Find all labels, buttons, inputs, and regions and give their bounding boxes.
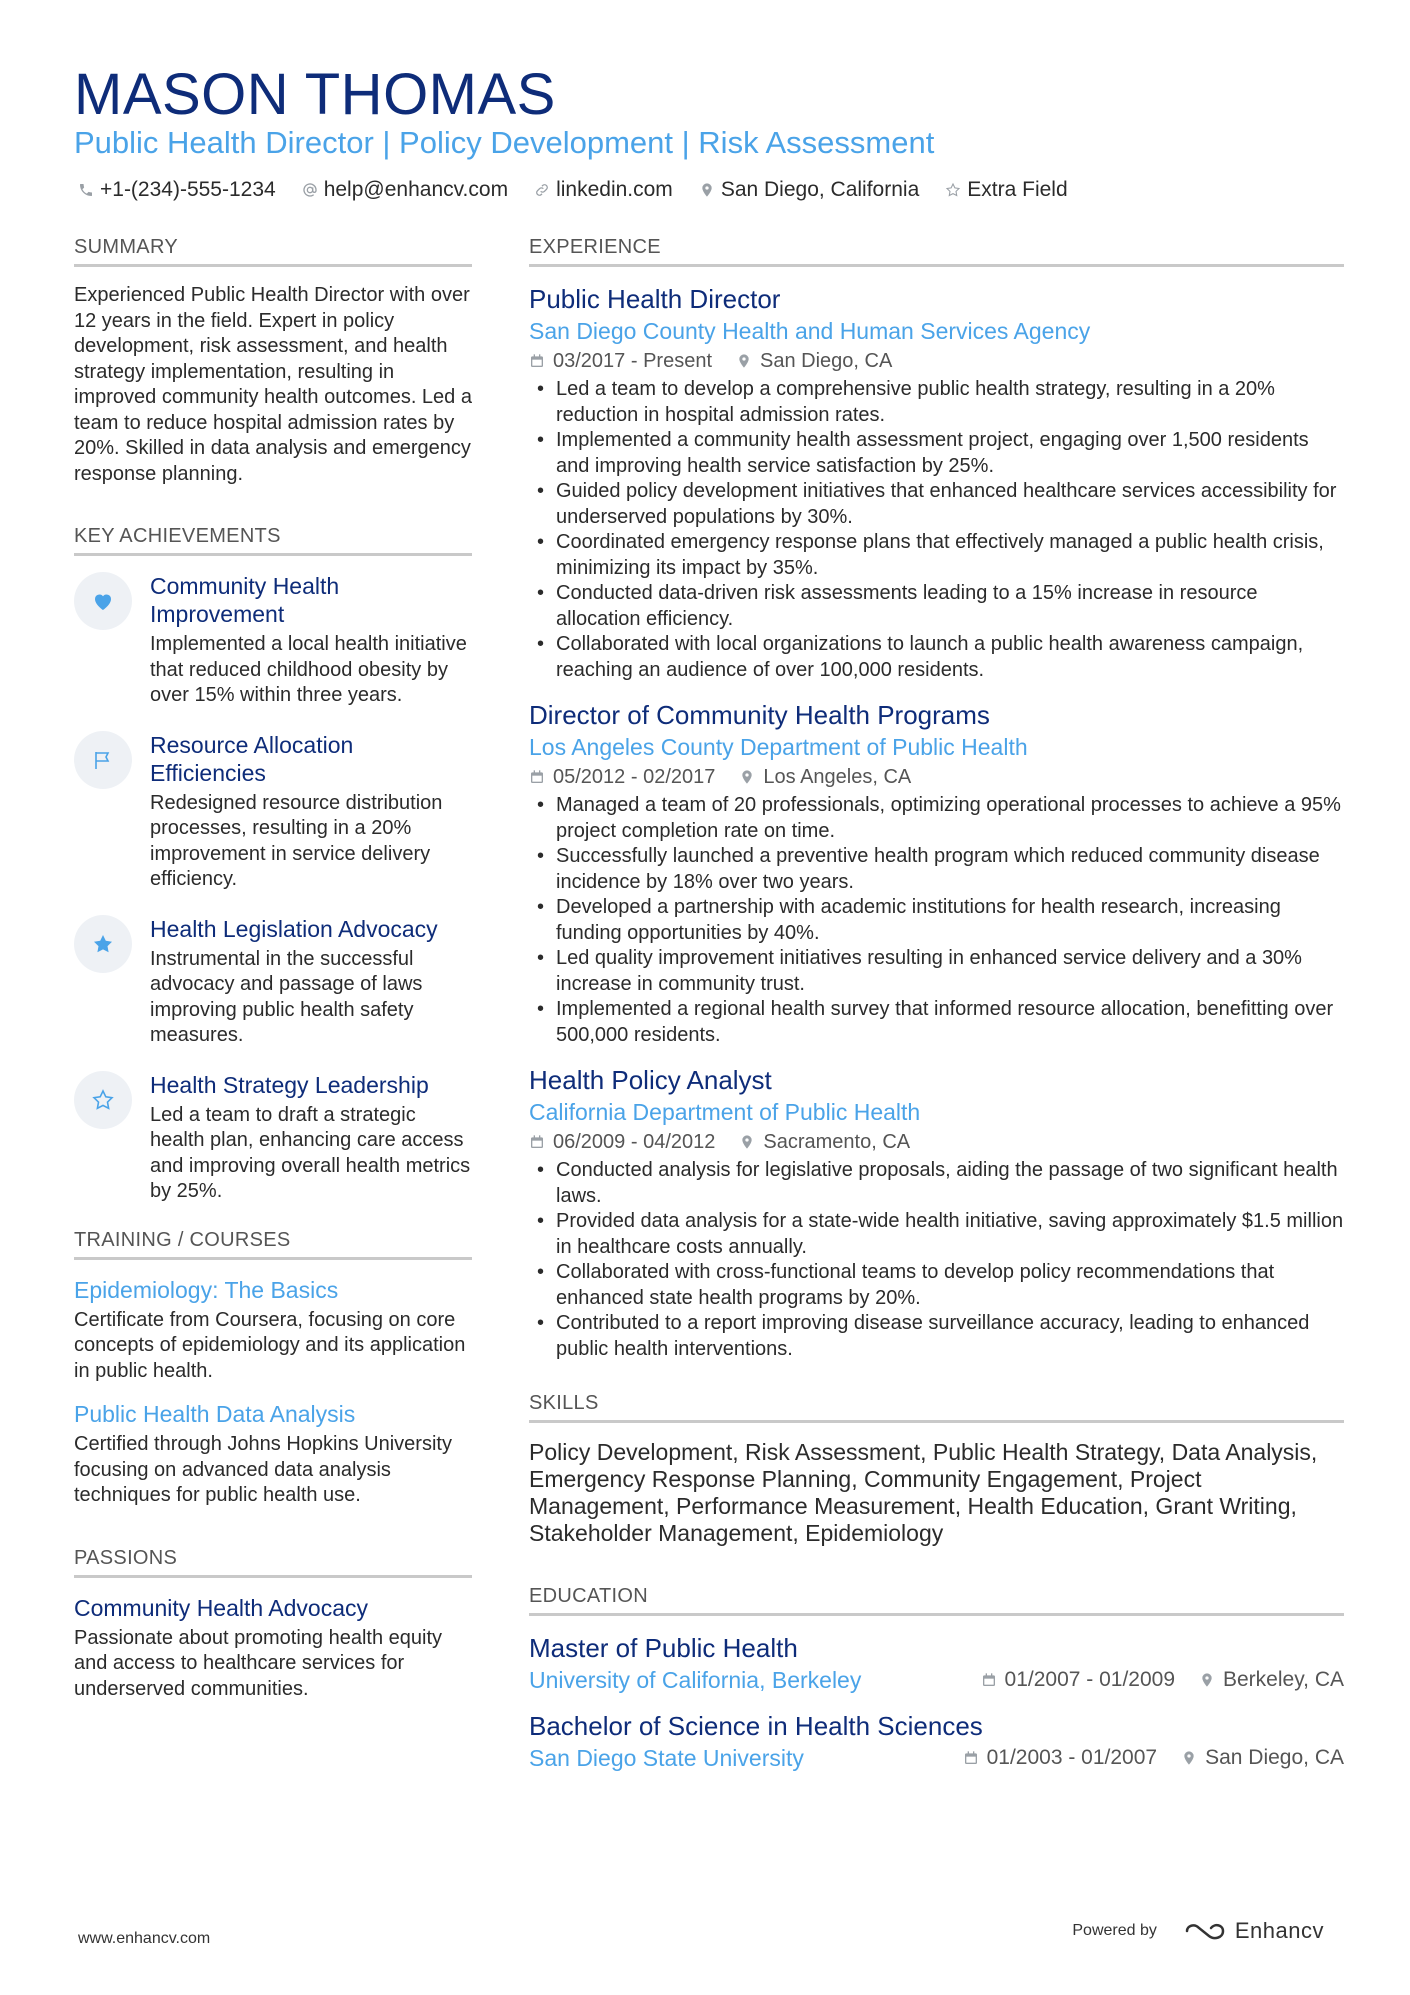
summary-title: SUMMARY: [74, 236, 472, 267]
contact-location: [699, 178, 919, 202]
powered-by-label: Powered by: [1072, 1922, 1157, 1939]
contact-phone[interactable]: [78, 178, 276, 202]
achievements-title: KEY ACHIEVEMENTS: [74, 525, 472, 556]
achievement-text: Redesigned resource distribution processes, resulting in a 20% improvement in service delivery efficiency.: [150, 791, 443, 890]
job-entry: [529, 699, 1344, 1048]
education-dates: 01/2007 - 01/2009: [1004, 1668, 1175, 1691]
calendar-icon: [981, 1672, 997, 1688]
contact-linkedin[interactable]: [534, 178, 673, 202]
left-column: [74, 236, 472, 1702]
summary-text: Experienced Public Health Director with over 12 years in the field. Expert in policy development, risk assessment, and health strategy implementation, resulting in improved community health outcomes. Led a team to reduce hospital admission rates by 20%. Skilled in data analysis and emergency response planning.: [74, 284, 472, 485]
education-meta: [981, 1666, 1344, 1694]
location-icon: [739, 769, 755, 785]
footer-branding[interactable]: [1072, 1918, 1324, 1944]
job-title: Health Policy Analyst: [529, 1065, 772, 1095]
course-title: Epidemiology: The Basics: [74, 1276, 339, 1303]
job-organization: California Department of Public Health: [529, 1099, 921, 1125]
flag-icon: [74, 731, 132, 789]
education-dates: 01/2003 - 01/2007: [986, 1746, 1158, 1769]
job-bullet: • Provided data analysis for a state-wide health initiative, saving approximately $1.5 million in healthcare costs annually.: [529, 1209, 1344, 1260]
passion-item: [74, 1594, 472, 1703]
achievement-title: Resource Allocation Efficiencies: [150, 731, 354, 786]
training-section: [74, 1229, 472, 1509]
achievement-item: [74, 1071, 472, 1205]
job-title: Director of Community Health Programs: [529, 700, 990, 730]
passions-section: [74, 1547, 472, 1703]
achievements-section: [74, 525, 472, 1205]
candidate-name: MASON THOMAS: [74, 62, 556, 127]
job-dates: 03/2017 - Present: [553, 350, 712, 372]
experience-title: EXPERIENCE: [529, 236, 1344, 267]
achievement-title: Health Strategy Leadership: [150, 1071, 429, 1098]
school: San Diego State University: [529, 1745, 804, 1771]
location-icon: [1181, 1750, 1197, 1766]
job-location: San Diego, CA: [760, 350, 893, 372]
footer-website[interactable]: www.enhancv.com: [78, 1930, 211, 1947]
course-text: Certificate from Coursera, focusing on core concepts of epidemiology and its application in public health.: [74, 1308, 466, 1382]
job-bullet: • Conducted data-driven risk assessments leading to a 15% increase in resource allocation efficiency.: [529, 581, 1344, 632]
job-bullet: • Contributed to a report improving disease surveillance accuracy, leading to enhanced public health interventions.: [529, 1311, 1344, 1362]
job-location: Sacramento, CA: [763, 1131, 911, 1153]
job-entry: [529, 283, 1344, 683]
passion-text: Passionate about promoting health equity and access to healthcare services for underserved communities.: [74, 1626, 443, 1700]
achievement-text: Led a team to draft a strategic health plan, enhancing care access and improving overall health metrics by 25%.: [150, 1103, 471, 1202]
summary-section: [74, 236, 472, 487]
education-entry: [529, 1632, 1344, 1696]
education-meta: [963, 1744, 1344, 1772]
job-meta: [529, 347, 1344, 375]
course-item: [74, 1276, 472, 1385]
extra-field-text: Extra Field: [967, 178, 1068, 201]
enhancv-logo-icon: [1183, 1918, 1229, 1944]
education-title: EDUCATION: [529, 1585, 1344, 1616]
job-organization: San Diego County Health and Human Services Agency: [529, 318, 1091, 344]
achievement-text: Implemented a local health initiative that reduced childhood obesity by over 15% within three years.: [150, 633, 467, 706]
job-bullet: • Collaborated with local organizations to launch a public health awareness campaign, reaching an audience of over 100,000 residents.: [529, 632, 1344, 683]
job-bullet: • Implemented a regional health survey that informed resource allocation, benefitting over 500,000 residents.: [529, 997, 1344, 1048]
job-bullet: • Collaborated with cross-functional teams to develop policy recommendations that enhanced state health programs by 20%.: [529, 1260, 1344, 1311]
location-icon: [739, 1134, 755, 1150]
job-bullets: [529, 1158, 1344, 1362]
education-location: Berkeley, CA: [1223, 1668, 1344, 1691]
job-bullet: • Led a team to develop a comprehensive public health strategy, resulting in a 20% reduction in hospital admission rates.: [529, 377, 1344, 428]
contact-bar: [78, 178, 1094, 202]
skills-title: SKILLS: [529, 1392, 1344, 1423]
job-bullet: • Coordinated emergency response plans that effectively managed a public health crisis, minimizing its impact by 35%.: [529, 530, 1344, 581]
phone-text: +1-(234)-555-1234: [100, 178, 276, 201]
job-bullets: [529, 793, 1344, 1048]
experience-section: [529, 236, 1344, 1362]
star-icon: [74, 915, 132, 973]
job-meta: [529, 1128, 1344, 1156]
at-icon: [302, 182, 318, 198]
job-bullet: • Led quality improvement initiatives resulting in enhanced service delivery and a 30% increase in community trust.: [529, 946, 1344, 997]
headline: Public Health Director | Policy Development | Risk Assessment: [74, 125, 935, 160]
heart-icon: [74, 572, 132, 630]
link-icon: [534, 182, 550, 198]
training-title: TRAINING / COURSES: [74, 1229, 472, 1260]
linkedin-text: linkedin.com: [556, 178, 673, 201]
course-text: Certified through Johns Hopkins University focusing on advanced data analysis techniques for public health use.: [74, 1433, 452, 1506]
calendar-icon: [529, 769, 545, 785]
job-bullet: • Successfully launched a preventive health program which reduced community disease incidence by 18% over two years.: [529, 844, 1344, 895]
achievement-item: [74, 915, 472, 1049]
job-title: Public Health Director: [529, 284, 781, 314]
degree: Bachelor of Science in Health Sciences: [529, 1711, 983, 1741]
achievement-title: Community Health Improvement: [150, 573, 340, 627]
education-location: San Diego, CA: [1205, 1746, 1344, 1769]
star-icon: [945, 182, 961, 198]
job-meta: [529, 763, 1344, 791]
job-bullet: • Conducted analysis for legislative proposals, aiding the passage of two significant health laws.: [529, 1158, 1344, 1209]
right-column: [529, 236, 1344, 1788]
calendar-icon: [529, 1134, 545, 1150]
degree: Master of Public Health: [529, 1633, 798, 1663]
email-text: help@enhancv.com: [323, 178, 509, 201]
skills-section: [529, 1392, 1344, 1547]
location-text: San Diego, California: [720, 178, 920, 201]
location-icon: [1199, 1672, 1215, 1688]
calendar-icon: [963, 1750, 979, 1766]
achievement-item: [74, 731, 472, 893]
contact-extra: [945, 178, 1067, 202]
job-organization: Los Angeles County Department of Public Health: [529, 734, 1028, 760]
brand-name: Enhancv: [1234, 1918, 1324, 1943]
job-bullet: • Guided policy development initiatives that enhanced healthcare services accessibility for underserved populations by 30%.: [529, 479, 1344, 530]
job-bullet: • Developed a partnership with academic institutions for health research, increasing funding opportunities by 40%.: [529, 895, 1344, 946]
job-dates: 05/2012 - 02/2017: [553, 766, 716, 788]
location-icon: [699, 182, 715, 198]
education-entry: [529, 1710, 1344, 1774]
star-outline-icon: [74, 1071, 132, 1129]
course-title: Public Health Data Analysis: [74, 1401, 356, 1427]
passion-title: Community Health Advocacy: [74, 1594, 369, 1621]
achievement-text: Instrumental in the successful advocacy and passage of laws improving public health safety measures.: [150, 947, 423, 1046]
education-section: [529, 1585, 1344, 1774]
job-location: Los Angeles, CA: [763, 766, 912, 788]
job-bullet: • Managed a team of 20 professionals, optimizing operational processes to achieve a 95% project completion rate on time.: [529, 793, 1344, 844]
achievement-title: Health Legislation Advocacy: [150, 915, 438, 942]
school: University of California, Berkeley: [529, 1667, 862, 1693]
job-bullet: • Implemented a community health assessment project, engaging over 1,500 residents and improving health service satisfaction by 25%.: [529, 428, 1344, 479]
contact-email[interactable]: [302, 178, 508, 202]
calendar-icon: [529, 353, 545, 369]
achievement-item: [74, 572, 472, 709]
course-item: [74, 1400, 472, 1509]
passions-title: PASSIONS: [74, 1547, 472, 1578]
job-entry: [529, 1064, 1344, 1362]
skills-text: Policy Development, Risk Assessment, Public Health Strategy, Data Analysis, Emergency Response Planning, Community Engagement, Project Management, Performance Measurement, Health Education, Grant Writing, Stakeholder Management, Epidemiology: [529, 1439, 1318, 1546]
job-bullets: [529, 377, 1344, 683]
job-dates: 06/2009 - 04/2012: [553, 1131, 716, 1153]
location-icon: [736, 353, 752, 369]
phone-icon: [78, 182, 94, 198]
